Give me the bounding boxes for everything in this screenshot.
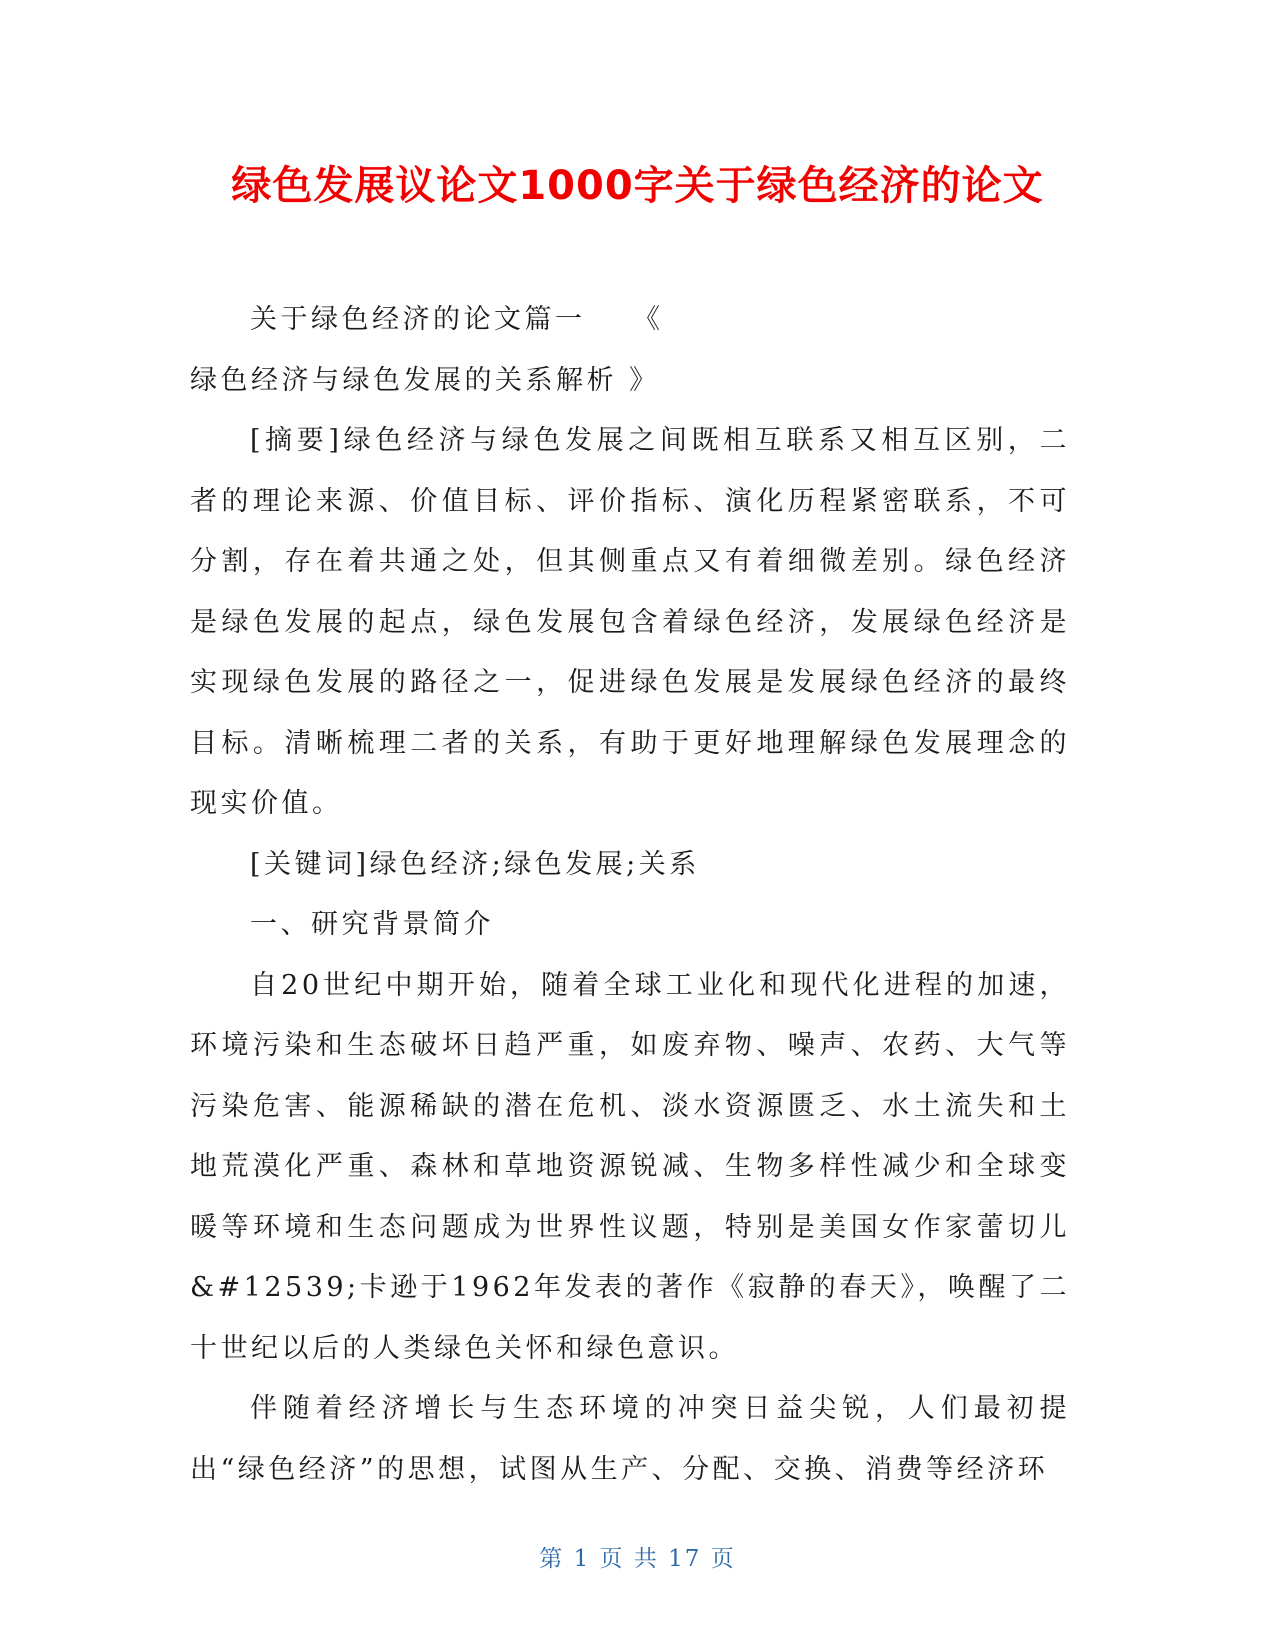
paragraph-background-2: 伴随着经济增长与生态环境的冲突日益尖锐，人们最初提出“绿色经济”的思想，试图从生产、分配、交换、消费等经济环 [190,1393,1070,1485]
page-number-footer: 第 1 页 共 17 页 [539,1546,736,1572]
paragraph-article-title: 绿色经济与绿色发展的关系解析 》 [190,364,660,396]
section-heading-background: 一、研究背景简介 [250,909,494,940]
paragraph-series-heading: 关于绿色经济的论文篇一 《 [250,304,664,335]
document-body [190,290,1070,1500]
paragraph-keywords: [关键词]绿色经济;绿色发展;关系 [250,848,700,880]
paragraph-abstract: [摘要]绿色经济与绿色发展之间既相互联系又相互区别，二者的理论来源、价值目标、评价指标、演化历程紧密联系，不可分割，存在着共通之处，但其侧重点又有着细微差别。绿色经济是绿色发展的起点，绿色发展包含着绿色经济，发展绿色经济是实现绿色发展的路径之一，促进绿色发展是发展绿色经济的最终目标。清晰梳理二者的关系，有助于更好地理解绿色发展理念的现实价值。 [190,425,1070,819]
paragraph-background-1: 自20世纪中期开始，随着全球工业化和现代化进程的加速，环境污染和生态破坏日趋严重，如废弃物、噪声、农药、大气等污染危害、能源稀缺的潜在危机、淡水资源匮乏、水土流失和土地荒漠化严重、森林和草地资源锐减、生物多样性减少和全球变暖等环境和生态问题成为世界性议题，特别是美国女作家蕾切儿&#12539;卡逊于1962年发表的著作《寂静的春天》，唤醒了二十世纪以后的人类绿色关怀和绿色意识。 [190,969,1070,1364]
document-title: 绿色发展议论文1000字关于绿色经济的论文 [231,163,1044,209]
